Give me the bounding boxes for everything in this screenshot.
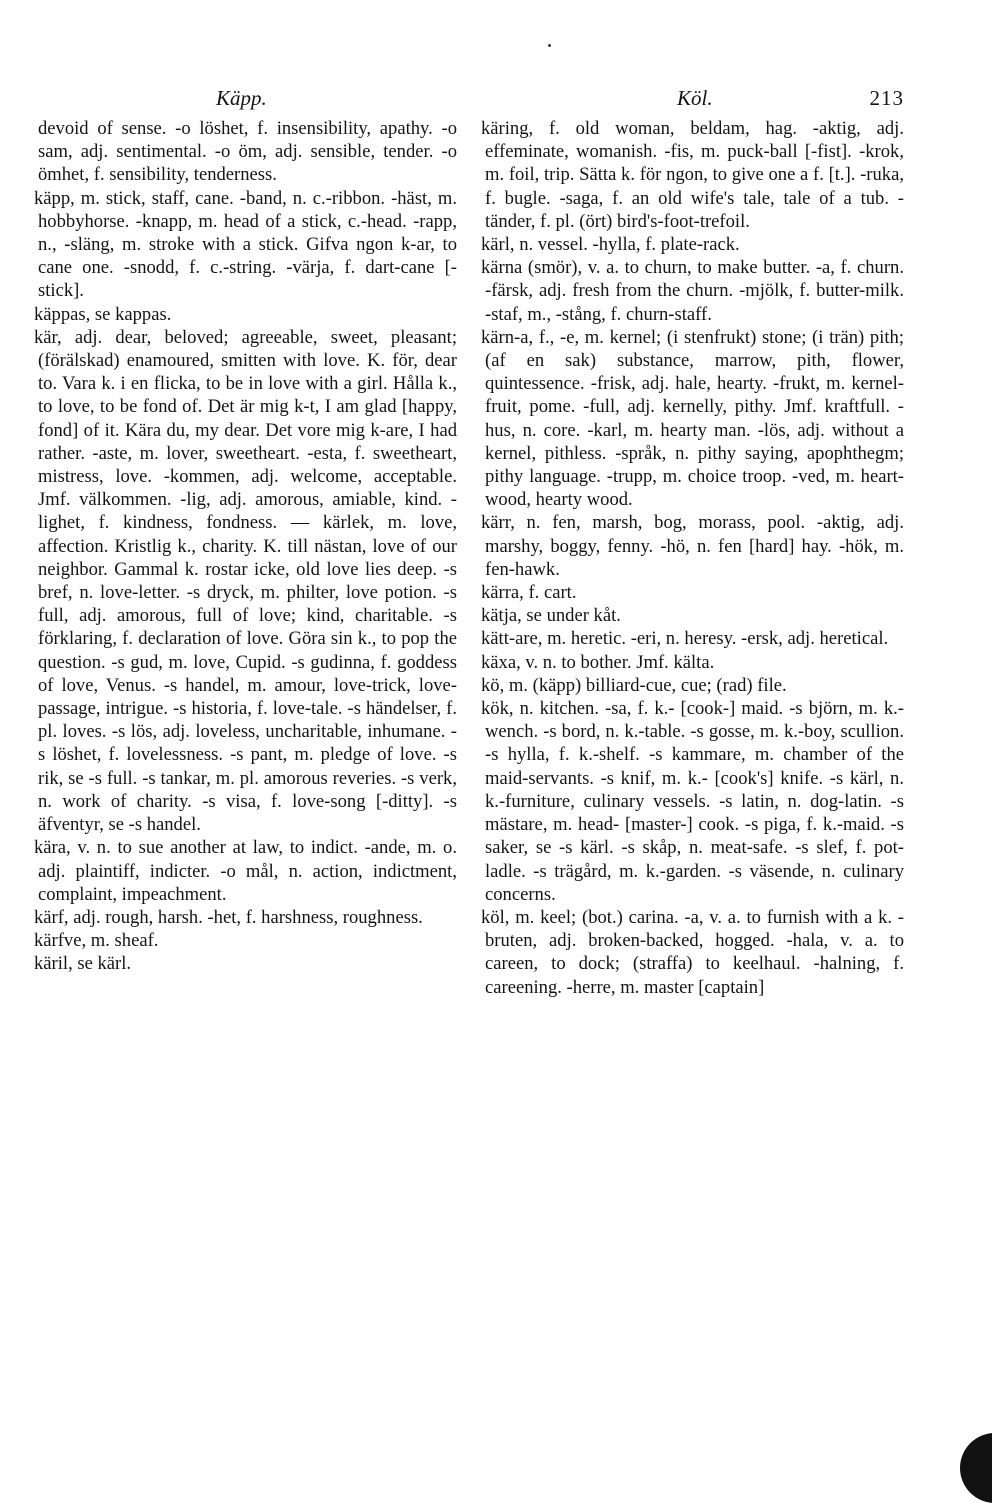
dictionary-entry: kärl, n. vessel. -hylla, f. plate-rack. xyxy=(481,234,740,256)
scan-smudge xyxy=(960,1433,992,1503)
dictionary-entry: kärfve, m. sheaf. xyxy=(34,930,159,952)
dictionary-entry: kätt-are, m. heretic. -eri, n. heresy. -ersk, adj. heretical. xyxy=(481,628,889,650)
dictionary-entry: kära, v. n. to sue another at law, to indict. -ande, m. o. adj. plaintiff, indicter. -o mål, n. action, indictment, complaint, impeachment. xyxy=(34,837,457,905)
left-column xyxy=(34,117,457,976)
dictionary-entry: käppas, se kappas. xyxy=(34,303,172,325)
dictionary-entry: kärn-a, f., -e, m. kernel; (i stenfrukt) stone; (i trän) pith; (af en sak) substance, marrow, pith, flower, quintessence. -frisk, adj. hale, hearty. -frukt, m. kernel-fruit, pome. -full, adj. kernelly, pithy. Jmf. kraftfull. -hus, n. core. -karl, m. hearty man. -lös, adj. without a kernel, pithless. -språk, n. pithy saying, apophthegm; pithy language. -trupp, m. choice troop. -ved, m. heart-wood, hearty wood. xyxy=(481,326,904,511)
left-guide-word: Käpp. xyxy=(216,86,267,110)
print-speck xyxy=(548,44,551,47)
dictionary-entry: kärr, n. fen, marsh, bog, morass, pool. -aktig, adj. marshy, boggy, fenny. -hö, n. fen [hard] hay. -hök, m. fen-hawk. xyxy=(481,512,904,580)
dictionary-entry: köl, m. keel; (bot.) carina. -a, v. a. to furnish with a k. -bruten, adj. broken-backed, hogged. -hala, v. a. to careen, to dock; (straffa) to keelhaul. -halning, f. careening. -herre, m. master [captain] xyxy=(481,906,904,998)
dictionary-entry: käril, se kärl. xyxy=(34,953,132,975)
right-guide-word: Köl. xyxy=(677,86,713,110)
dictionary-entry: kök, n. kitchen. -sa, f. k.- [cook-] maid. -s björn, m. k.-wench. -s bord, n. k.-table. -s gosse, m. k.-boy, scullion. -s hylla, f. k.-shelf. -s kammare, m. chamber of the maid-servants. -s knif, m. k.- [cook's] knife. -s kärl, n. k.-furniture, culinary vessels. -s latin, n. dog-latin. -s mästare, m. head- [master-] cook. -s piga, f. k.-maid. -s saker, se -s kärl. -s skåp, n. meat-safe. -s slef, f. pot-ladle. -s trägård, m. k.-garden. -s väsende, n. culinary concerns. xyxy=(481,698,904,905)
dictionary-entry: kätja, se under kåt. xyxy=(481,605,621,627)
dictionary-entry: kärf, adj. rough, harsh. -het, f. harshness, roughness. xyxy=(34,906,423,928)
dictionary-entry: käxa, v. n. to bother. Jmf. kälta. xyxy=(481,651,715,673)
dictionary-entry: devoid of sense. -o löshet, f. insensibility, apathy. -o sam, adj. sentimental. -o öm, adj. sensible, tender. -o ömhet, f. sensibility, tenderness. xyxy=(38,118,457,186)
dictionary-entry: kö, m. (käpp) billiard-cue, cue; (rad) file. xyxy=(481,674,787,696)
dictionary-entry: käpp, m. stick, staff, cane. -band, n. c.-ribbon. -häst, m. hobbyhorse. -knapp, m. head of a stick, c.-head. -rapp, n., -släng, m. stroke with a stick. Gifva ngon k-ar, to cane one. -snodd, f. c.-string. -värja, f. dart-cane [-stick]. xyxy=(34,187,457,302)
right-column xyxy=(481,117,904,999)
page-number: 213 xyxy=(869,86,904,110)
dictionary-entry: kär, adj. dear, beloved; agreeable, sweet, pleasant; (förälskad) enamoured, smitten with love. K. för, dear to. Vara k. i en flicka, to be in love with a girl. Hålla k., to love, to be fond of. Det är mig k-t, I am glad [happy, fond] of it. Kära du, my dear. Det vore mig k-are, I had rather. -aste, m. lover, sweetheart. -esta, f. sweetheart, mistress, love. -kommen, adj. welcome, acceptable. Jmf. välkommen. -lig, adj. amorous, amiable, kind. -lighet, f. kindness, fondness. — kärlek, m. love, affection. Kristlig k., charity. K. till nästan, love of our neighbor. Gammal k. rostar icke, old love lies deep. -s bref, n. love-letter. -s dryck, m. philter, love potion. -s full, adj. amorous, full of love; kind, charitable. -s förklaring, f. declaration of love. Göra sin k., to pop the question. -s gud, m. love, Cupid. -s gudinna, f. goddess of love, Venus. -s handel, m. amour, love-trick, love-passage, intrigue. -s historia, f. love-tale. -s händelser, f. pl. loves. -s lös, adj. loveless, uncharitable, inhumane. -s löshet, f. lovelessness. -s pant, m. pledge of love. -s rik, se -s full. -s tankar, m. pl. amorous reveries. -s verk, n. work of charity. -s visa, f. love-song [-ditty]. -s äfventyr, se -s handel. xyxy=(34,326,457,836)
dictionary-entry: kärra, f. cart. xyxy=(481,582,577,604)
page-header xyxy=(30,86,910,116)
dictionary-entry: kärna (smör), v. a. to churn, to make butter. -a, f. churn. -färsk, adj. fresh from the churn. -mjölk, f. butter-milk. -staf, m., -stång, f. churn-staff. xyxy=(481,257,904,325)
dictionary-entry: käring, f. old woman, beldam, hag. -aktig, adj. effeminate, womanish. -fis, m. puck-ball [-fist]. -krok, m. foil, trip. Sätta k. för ngon, to give one a f. [t.]. -ruka, f. bugle. -saga, f. an old wife's tale, tale of a tub. -tänder, f. pl. (ört) bird's-foot-trefoil. xyxy=(481,118,904,232)
